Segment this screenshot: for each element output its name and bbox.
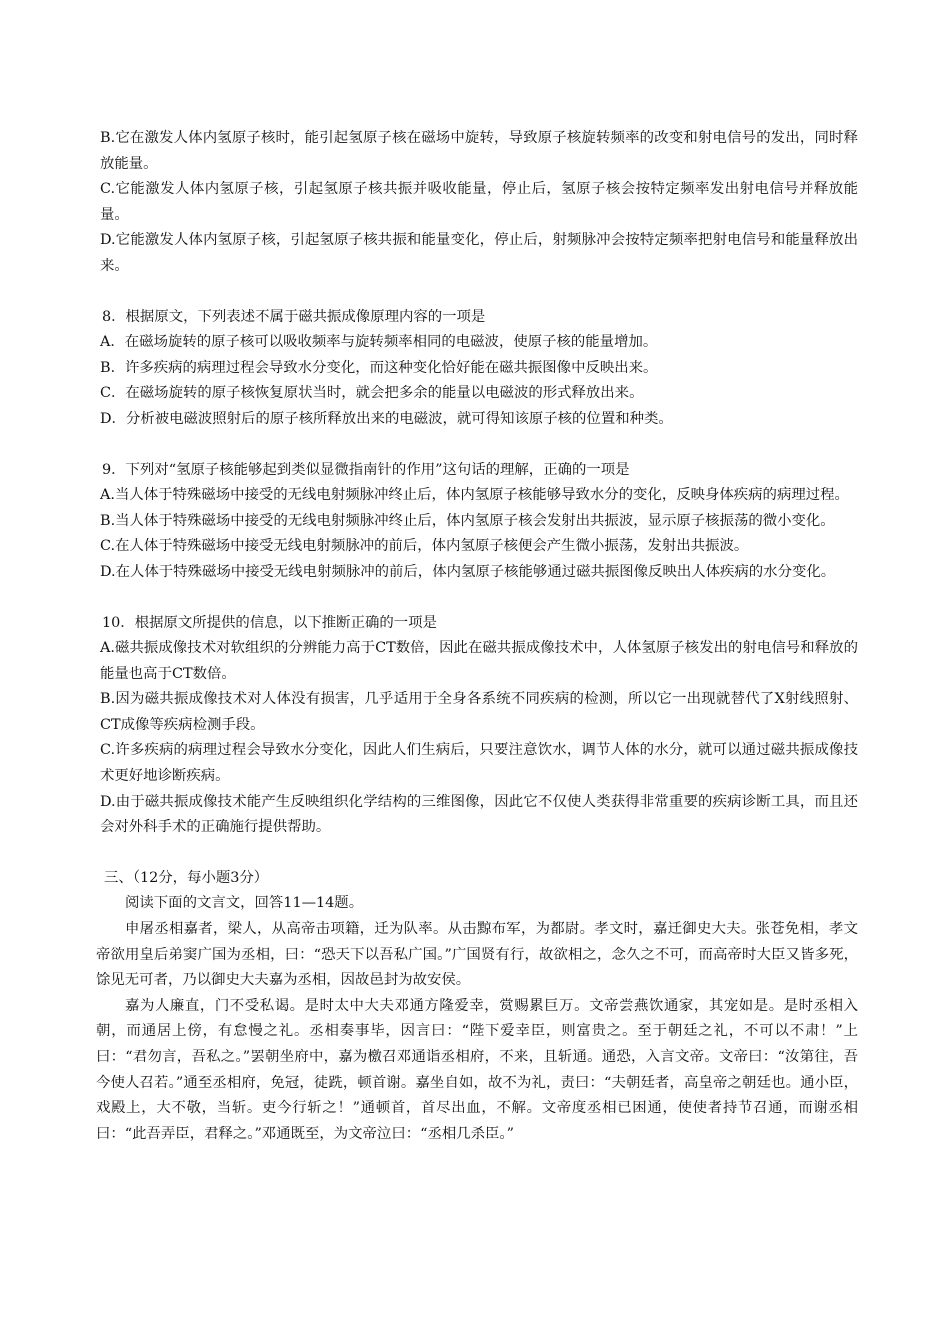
question-8 <box>96 305 858 433</box>
q9-option-c: C.在人体于特殊磁场中接受无线电射频脉冲的前后，体内氢原子核便会产生微小振荡，发射出共振波。 <box>100 538 749 555</box>
q10-option-c: C.许多疾病的病理过程会导致水分变化，因此人们生病后，只要注意饮水，调节人体的水分，就可以通过磁共振成像技术更好地诊断疾病。 <box>100 742 858 785</box>
question-7-options <box>96 126 858 280</box>
q7-option-d: D.它能激发人体内氢原子核，引起氢原子核共振和能量变化，停止后，射频脉冲会按特定频率把射电信号和能量释放出来。 <box>100 232 858 274</box>
question-10 <box>96 611 858 841</box>
section-3 <box>96 866 858 1148</box>
classical-paragraph-2: 嘉为人廉直，门不受私谒。是时太中大夫邓通方隆爱幸，赏赐累巨万。文帝尝燕饮通家，其宠如是。是时丞相入朝，而通居上傍，有怠慢之礼。丞相奏事毕，因言曰：“陛下爱幸臣，则富贵之。至于朝廷之礼，不可以不肃！”上曰：“君勿言，吾私之。”罢朝坐府中，嘉为檄召邓通诣丞相府，不来，且斩通。通恐，入言文帝。文帝曰：“汝第往，吾今使人召若。”通至丞相府，免冠，徒跣，顿首谢。嘉坐自如，故不为礼，责曰：“夫朝廷者，高皇帝之朝廷也。通小臣，戏殿上，大不敬，当斩。吏今行斩之！”通顿首，首尽出血，不解。文帝度丞相已困通，使使者持节召通，而谢丞相曰：“此吾弄臣，君释之。”邓通既至，为文帝泣曰：“丞相几杀臣。” <box>96 997 858 1142</box>
classical-paragraph-1: 申屠丞相嘉者，梁人，从高帝击项籍，迁为队率。从击黥布军，为都尉。孝文时，嘉迁御史大夫。张苍免相，孝文帝欲用皇后弟窦广国为丞相，曰：“恐天下以吾私广国。”广国贤有行，故欲相之，念久之不可，而高帝时大臣又皆多死，馀见无可者，乃以御史大夫嘉为丞相，因故邑封为故安侯。 <box>96 921 858 989</box>
spacer <box>96 841 858 866</box>
q9-title: 9．下列对“氢原子核能够起到类似显微指南针的作用”这句话的理解，正确的一项是 <box>102 461 630 478</box>
q7-option-b: B.它在激发人体内氢原子核时，能引起氢原子核在磁场中旋转，导致原子核旋转频率的改变和射电信号的发出，同时释放能量。 <box>100 130 858 172</box>
section-3-title: 三、（12分，每小题3分） <box>104 869 269 886</box>
q8-title: 8．根据原文，下列表述不属于磁共振成像原理内容的一项是 <box>102 308 486 325</box>
q10-option-b: B.因为磁共振成像技术对人体没有损害，几乎适用于全身各系统不同疾病的检测，所以它一出现就替代了X射线照射、CT成像等疾病检测手段。 <box>100 691 858 733</box>
spacer <box>96 586 858 611</box>
section-3-instruction: 阅读下面的文言文，回答11—14题。 <box>125 895 364 912</box>
q9-option-d: D.在人体于特殊磁场中接受无线电射频脉冲的前后，体内氢原子核能够通过磁共振图像反映出人体疾病的水分变化。 <box>100 563 836 580</box>
q10-option-a: A.磁共振成像技术对软组织的分辨能力高于CT数倍，因此在磁共振成像技术中，人体氢原子核发出的射电信号和释放的能量也高于CT数倍。 <box>100 640 858 682</box>
q8-option-d: D．分析被电磁波照射后的原子核所释放出来的电磁波，就可得知该原子核的位置和种类。 <box>100 410 673 427</box>
q10-title: 10．根据原文所提供的信息，以下推断正确的一项是 <box>102 614 437 631</box>
q7-option-c: C.它能激发人体内氢原子核，引起氢原子核共振并吸收能量，停止后，氢原子核会按特定频率发出射电信号并释放能量。 <box>100 181 858 223</box>
q9-option-a: A.当人体于特殊磁场中接受的无线电射频脉冲终止后，体内氢原子核能够导致水分的变化，反映身体疾病的病理过程。 <box>100 487 849 504</box>
spacer <box>96 433 858 458</box>
q9-option-b: B.当人体于特殊磁场中接受的无线电射频脉冲终止后，体内氢原子核会发射出共振波，显示原子核振荡的微小变化。 <box>100 512 835 529</box>
exam-page <box>96 126 858 1147</box>
question-9 <box>96 458 858 586</box>
q8-option-a: A．在磁场旋转的原子核可以吸收频率与旋转频率相同的电磁波，使原子核的能量增加。 <box>100 334 658 351</box>
q8-option-c: C．在磁场旋转的原子核恢复原状当时，就会把多余的能量以电磁波的形式释放出来。 <box>100 385 644 402</box>
spacer <box>96 280 858 305</box>
q10-option-d: D.由于磁共振成像技术能产生反映组织化学结构的三维图像，因此它不仅使人类获得非常重要的疾病诊断工具，而且还会对外科手术的正确施行提供帮助。 <box>100 793 858 836</box>
q8-option-b: B．许多疾病的病理过程会导致水分变化，而这种变化恰好能在磁共振图像中反映出来。 <box>100 359 658 376</box>
